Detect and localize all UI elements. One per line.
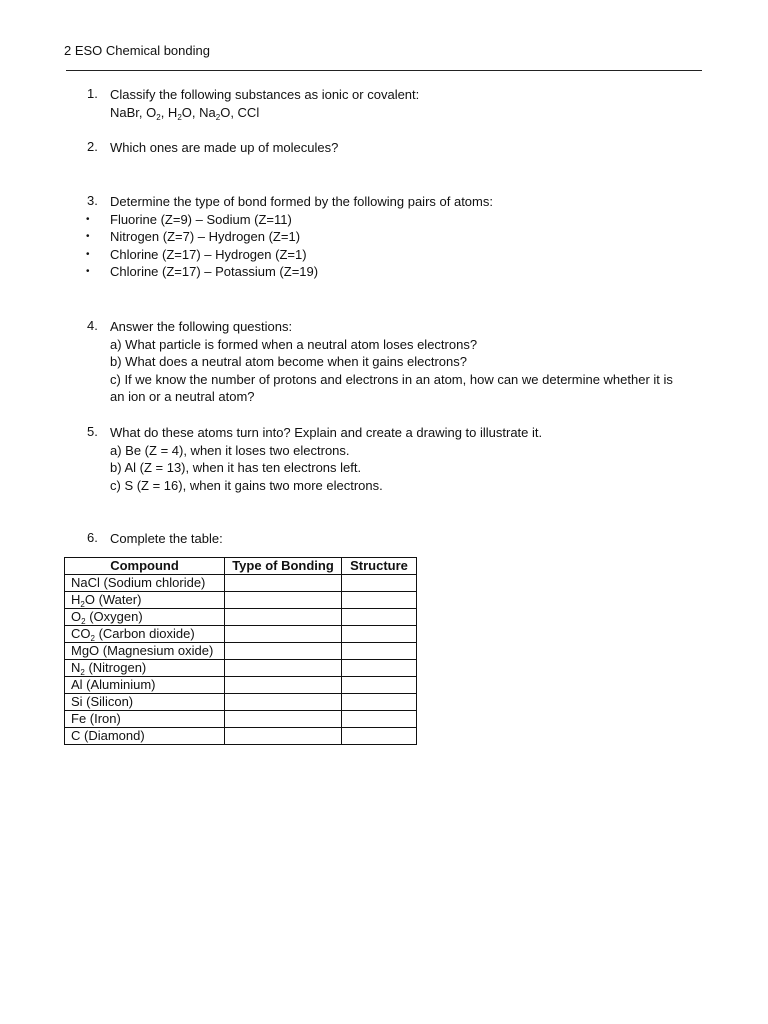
compound-name: O — [71, 609, 82, 624]
structure-cell[interactable] — [342, 643, 417, 660]
question-text: Which ones are made up of molecules? — [110, 140, 339, 155]
subscript: 2 — [80, 668, 85, 677]
sub-question: c) S (Z = 16), when it gains two more electrons. — [110, 478, 383, 493]
structure-cell[interactable] — [342, 609, 417, 626]
list-item: Chlorine (Z=17) – Potassium (Z=19) — [110, 264, 319, 279]
table-row — [65, 711, 417, 728]
type-of-bonding-cell[interactable] — [225, 711, 342, 728]
subscript: 2 — [80, 600, 85, 609]
table-body — [65, 575, 417, 745]
substance-part: NaBr, O — [110, 105, 157, 120]
type-of-bonding-cell[interactable] — [225, 626, 342, 643]
substance-part: O, CCl — [220, 105, 260, 120]
compound-name-rest: (Nitrogen) — [84, 660, 147, 675]
structure-cell[interactable] — [342, 677, 417, 694]
bullet-icon: • — [86, 214, 90, 225]
structure-cell[interactable] — [342, 711, 417, 728]
sub-question: an ion or a neutral atom? — [110, 389, 255, 404]
substance-list — [110, 104, 259, 122]
structure-cell[interactable] — [342, 626, 417, 643]
subscript: 2 — [215, 113, 221, 122]
list-item: Fluorine (Z=9) – Sodium (Z=11) — [110, 212, 292, 227]
bullet-icon: • — [86, 266, 90, 277]
bullet-icon: • — [86, 231, 90, 242]
table-row — [65, 677, 417, 694]
compound-cell — [65, 592, 225, 609]
question-text: Complete the table: — [110, 531, 223, 546]
structure-cell[interactable] — [342, 728, 417, 745]
structure-cell[interactable] — [342, 575, 417, 592]
table-row — [65, 728, 417, 745]
compound-name: Al (Aluminium) — [71, 677, 156, 692]
subscript: 2 — [81, 617, 86, 626]
subscript: 2 — [177, 113, 182, 122]
compound-cell — [65, 694, 225, 711]
compound-name: MgO (Magnesium oxide) — [71, 643, 214, 658]
type-of-bonding-cell[interactable] — [225, 728, 342, 745]
structure-cell[interactable] — [342, 660, 417, 677]
table-row — [65, 575, 417, 592]
table-row — [65, 626, 417, 643]
type-of-bonding-cell[interactable] — [225, 575, 342, 592]
table-header-row — [65, 558, 417, 575]
table-row — [65, 660, 417, 677]
table-row — [65, 609, 417, 626]
compound-cell — [65, 728, 225, 745]
compound-name-rest: O (Water) — [84, 592, 142, 607]
page-header: 2 ESO Chemical bonding — [64, 43, 210, 58]
subscript: 2 — [90, 634, 95, 643]
bullet-icon: • — [86, 249, 90, 260]
question-number: 2. — [87, 139, 98, 154]
structure-cell[interactable] — [342, 592, 417, 609]
question-number: 6. — [87, 530, 98, 545]
question-number: 3. — [87, 193, 98, 208]
type-of-bonding-cell[interactable] — [225, 609, 342, 626]
sub-question: b) What does a neutral atom become when it gains electrons? — [110, 354, 467, 369]
compound-cell — [65, 609, 225, 626]
question-number: 4. — [87, 318, 98, 333]
list-item: Nitrogen (Z=7) – Hydrogen (Z=1) — [110, 229, 301, 244]
compound-name-rest: (Oxygen) — [85, 609, 143, 624]
compound-name: NaCl (Sodium chloride) — [71, 575, 206, 590]
structure-cell[interactable] — [342, 694, 417, 711]
sub-question: c) If we know the number of protons and electrons in an atom, how can we determine whether it is — [110, 372, 673, 387]
header-divider — [66, 70, 702, 71]
question-number: 1. — [87, 86, 98, 101]
compound-cell — [65, 677, 225, 694]
compound-name: Si (Silicon) — [71, 694, 134, 709]
sub-question: a) What particle is formed when a neutral atom loses electrons? — [110, 337, 478, 352]
sub-question: a) Be (Z = 4), when it loses two electrons. — [110, 443, 350, 458]
question-text: Answer the following questions: — [110, 319, 293, 334]
compound-cell — [65, 660, 225, 677]
type-of-bonding-cell[interactable] — [225, 643, 342, 660]
question-number: 5. — [87, 424, 98, 439]
question-text: Determine the type of bond formed by the following pairs of atoms: — [110, 194, 493, 209]
compound-cell — [65, 711, 225, 728]
type-of-bonding-cell[interactable] — [225, 677, 342, 694]
question-text: Classify the following substances as ionic or covalent: — [110, 87, 420, 102]
substance-part: , H — [160, 105, 178, 120]
list-item: Chlorine (Z=17) – Hydrogen (Z=1) — [110, 247, 307, 262]
subscript: 2 — [156, 113, 161, 122]
table-row — [65, 694, 417, 711]
type-of-bonding-cell[interactable] — [225, 694, 342, 711]
sub-question: b) Al (Z = 13), when it has ten electrons left. — [110, 460, 362, 475]
compound-name: C (Diamond) — [71, 728, 145, 743]
question-text: What do these atoms turn into? Explain and create a drawing to illustrate it. — [110, 425, 543, 440]
compound-name: N — [71, 660, 81, 675]
compound-cell — [65, 575, 225, 592]
compound-name: H — [71, 592, 81, 607]
column-header-compound: Compound — [65, 558, 225, 575]
compound-name: CO — [71, 626, 91, 641]
type-of-bonding-cell[interactable] — [225, 660, 342, 677]
column-header-structure: Structure — [342, 558, 417, 575]
compound-name-rest: (Carbon dioxide) — [94, 626, 195, 641]
table-row — [65, 643, 417, 660]
compound-cell — [65, 626, 225, 643]
column-header-type-of-bonding: Type of Bonding — [225, 558, 342, 575]
compound-name: Fe (Iron) — [71, 711, 121, 726]
table-row — [65, 592, 417, 609]
type-of-bonding-cell[interactable] — [225, 592, 342, 609]
compound-cell — [65, 643, 225, 660]
substance-part: O, Na — [181, 105, 216, 120]
compounds-table — [64, 557, 417, 745]
